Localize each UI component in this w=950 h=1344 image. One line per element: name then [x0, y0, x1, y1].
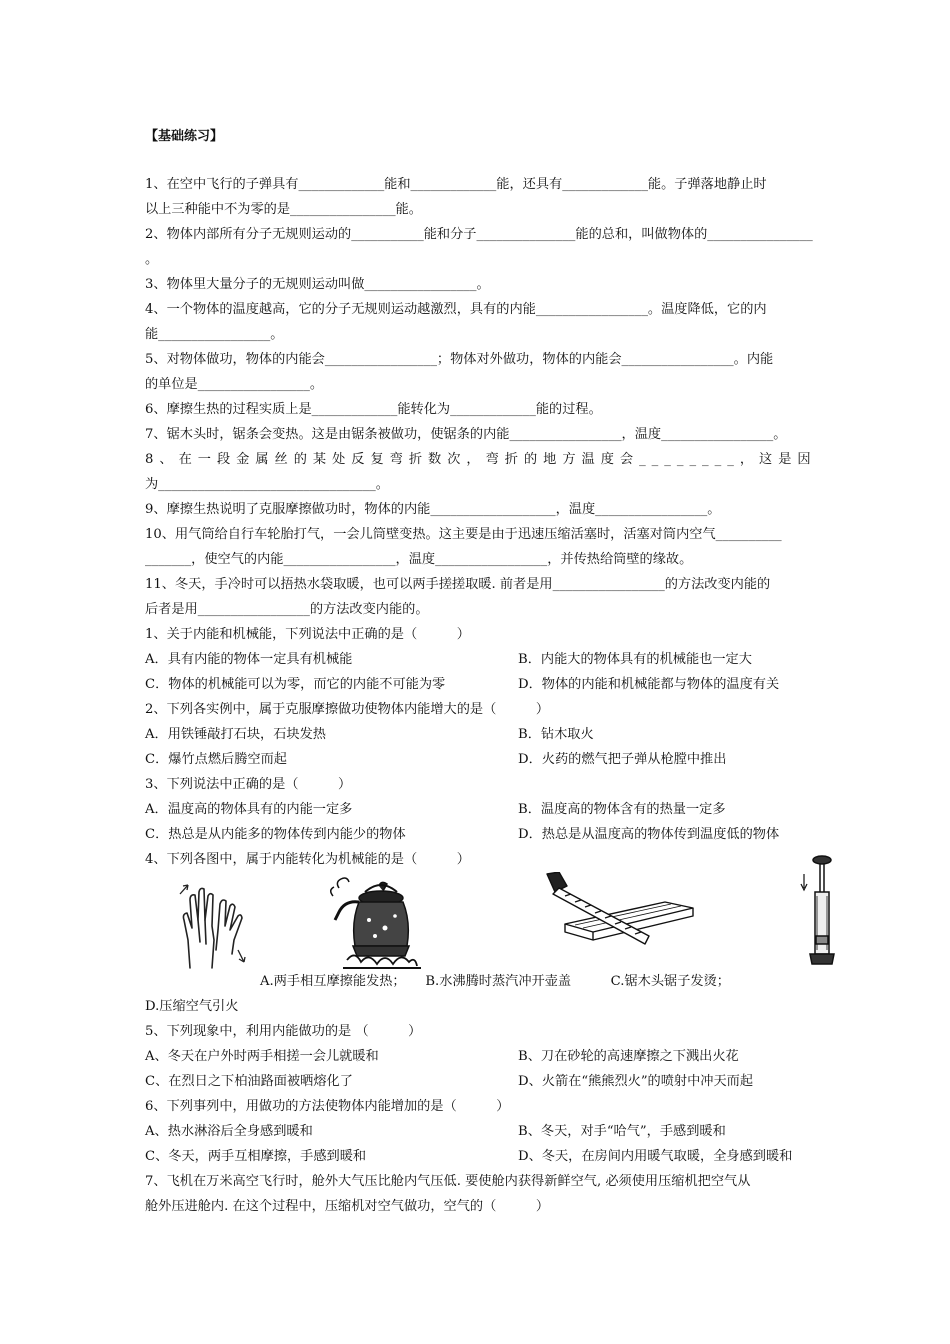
question-stem: 5、下列现象中，利用内能做功的是 （ ） — [145, 1024, 422, 1039]
fill-line: 1、在空中飞行的子弹具有_____________能和_____________能，还具有_____________能。子弹落地静止时 — [145, 177, 767, 192]
fill-line: 的单位是_________________。 — [145, 377, 324, 392]
fill-line: 8、在一段金属丝的某处反复弯折数次，弯折的地方温度会________，这是因 — [145, 452, 817, 467]
question-stem: 6、下列事列中，用做功的方法使物体内能增加的是（ ） — [145, 1099, 510, 1114]
fill-line: 3、物体里大量分子的无规则运动叫做_________________。 — [145, 277, 490, 292]
option-a: A、冬天在户外时两手相搓一会儿就暖和 — [145, 1049, 379, 1064]
option-c: C、冬天，两手互相摩擦，手感到暖和 — [145, 1149, 367, 1164]
option-b: B、刀在砂轮的高速摩擦之下溅出火花 — [518, 1049, 739, 1064]
saw-wood-figure — [545, 872, 695, 952]
fill-line: 7、锯木头时，锯条会变热。这是由锯条被做功，使锯条的内能_________________，温度_________________。 — [145, 427, 787, 442]
option-d: D．物体的内能和机械能都与物体的温度有关 — [518, 677, 780, 692]
option-c: C．热总是从内能多的物体传到内能少的物体 — [145, 827, 406, 842]
option-d: D、火箭在“熊熊烈火”的喷射中冲天而起 — [518, 1074, 754, 1089]
option-d: D．热总是从温度高的物体传到温度低的物体 — [518, 827, 780, 842]
option-a: A．用铁锤敲打石块，石块发热 — [145, 727, 326, 742]
fill-line: 10、用气筒给自行车轮胎打气，一会儿筒壁变热。这主要是由于迅速压缩活塞时，活塞对筒内空气__________ — [145, 527, 782, 542]
option-c: C、在烈日之下柏油路面被晒熔化了 — [145, 1074, 353, 1089]
fill-line: 为_________________________________。 — [145, 477, 389, 492]
option-a: A、热水淋浴后全身感到暖和 — [145, 1124, 313, 1139]
section-heading: 【基础练习】 — [145, 129, 224, 144]
option-c: C．物体的机械能可以为零，而它的内能不可能为零 — [145, 677, 446, 692]
option-d: D、冬天，在房间内用暖气取暖，全身感到暖和 — [518, 1149, 793, 1164]
option-a: A．温度高的物体具有的内能一定多 — [145, 802, 353, 817]
question-stem: 7、飞机在万米高空飞行时，舱外大气压比舱内气压低. 要使舱内获得新鲜空气, 必须使用压缩机把空气从 — [145, 1174, 751, 1189]
option-b: B、冬天，对手“哈气”，手感到暖和 — [518, 1124, 726, 1139]
fill-line: 4、一个物体的温度越高，它的分子无规则运动越激烈，具有的内能_________________。温度降低，它的内 — [145, 302, 767, 317]
fill-line: _______，使空气的内能_________________，温度_________________，并传热给筒壁的缘故。 — [145, 552, 693, 567]
figure-captions: A.两手相互摩擦能发热； B.水沸腾时蒸汽冲开壶盖 C.锯木头锯子发烫； — [260, 974, 730, 989]
question-stem: 3、下列说法中正确的是（ ） — [145, 777, 352, 792]
option-d: D.压缩空气引火 — [145, 999, 239, 1014]
boiling-kettle-figure — [325, 876, 430, 976]
option-c: C．爆竹点燃后腾空而起 — [145, 752, 287, 767]
hands-rubbing-figure — [170, 880, 250, 972]
fill-line: 以上三种能中不为零的是________________能。 — [145, 202, 422, 217]
question-stem: 1、关于内能和机械能，下列说法中正确的是（ ） — [145, 627, 470, 642]
question-stem: 2、下列各实例中，属于克服摩擦做功使物体内能增大的是（ ） — [145, 702, 550, 717]
fill-line: 能_________________。 — [145, 327, 284, 342]
question-stem: 4、下列各图中，属于内能转化为机械能的是（ ） — [145, 852, 470, 867]
fill-line: 后者是用_________________的方法改变内能的。 — [145, 602, 429, 617]
question-stem-continued: 舱外压进舱内. 在这个过程中，压缩机对空气做功，空气的（ ） — [145, 1199, 550, 1214]
fill-line: 11、冬天，手冷时可以捂热水袋取暖，也可以两手搓搓取暖. 前者是用_________________的方法改变内能的 — [145, 577, 771, 592]
option-d: D．火药的燃气把子弹从枪膛中推出 — [518, 752, 727, 767]
option-b: B．内能大的物体具有的机械能也一定大 — [518, 652, 752, 667]
fill-line: 。 — [145, 252, 159, 267]
fill-line: 2、物体内部所有分子无规则运动的___________能和分子_______________能的总和，叫做物体的________________ — [145, 227, 813, 242]
fill-line: 5、对物体做功，物体的内能会_________________；物体对外做功，物体的内能会_________________。内能 — [145, 352, 774, 367]
fire-syringe-figure — [798, 852, 838, 972]
fill-line: 6、摩擦生热的过程实质上是_____________能转化为_____________能的过程。 — [145, 402, 602, 417]
option-b: B．温度高的物体含有的热量一定多 — [518, 802, 726, 817]
fill-line: 9、摩擦生热说明了克服摩擦做功时，物体的内能___________________，温度_________________。 — [145, 502, 721, 517]
option-a: A．具有内能的物体一定具有机械能 — [145, 652, 353, 667]
option-b: B．钻木取火 — [518, 727, 594, 742]
